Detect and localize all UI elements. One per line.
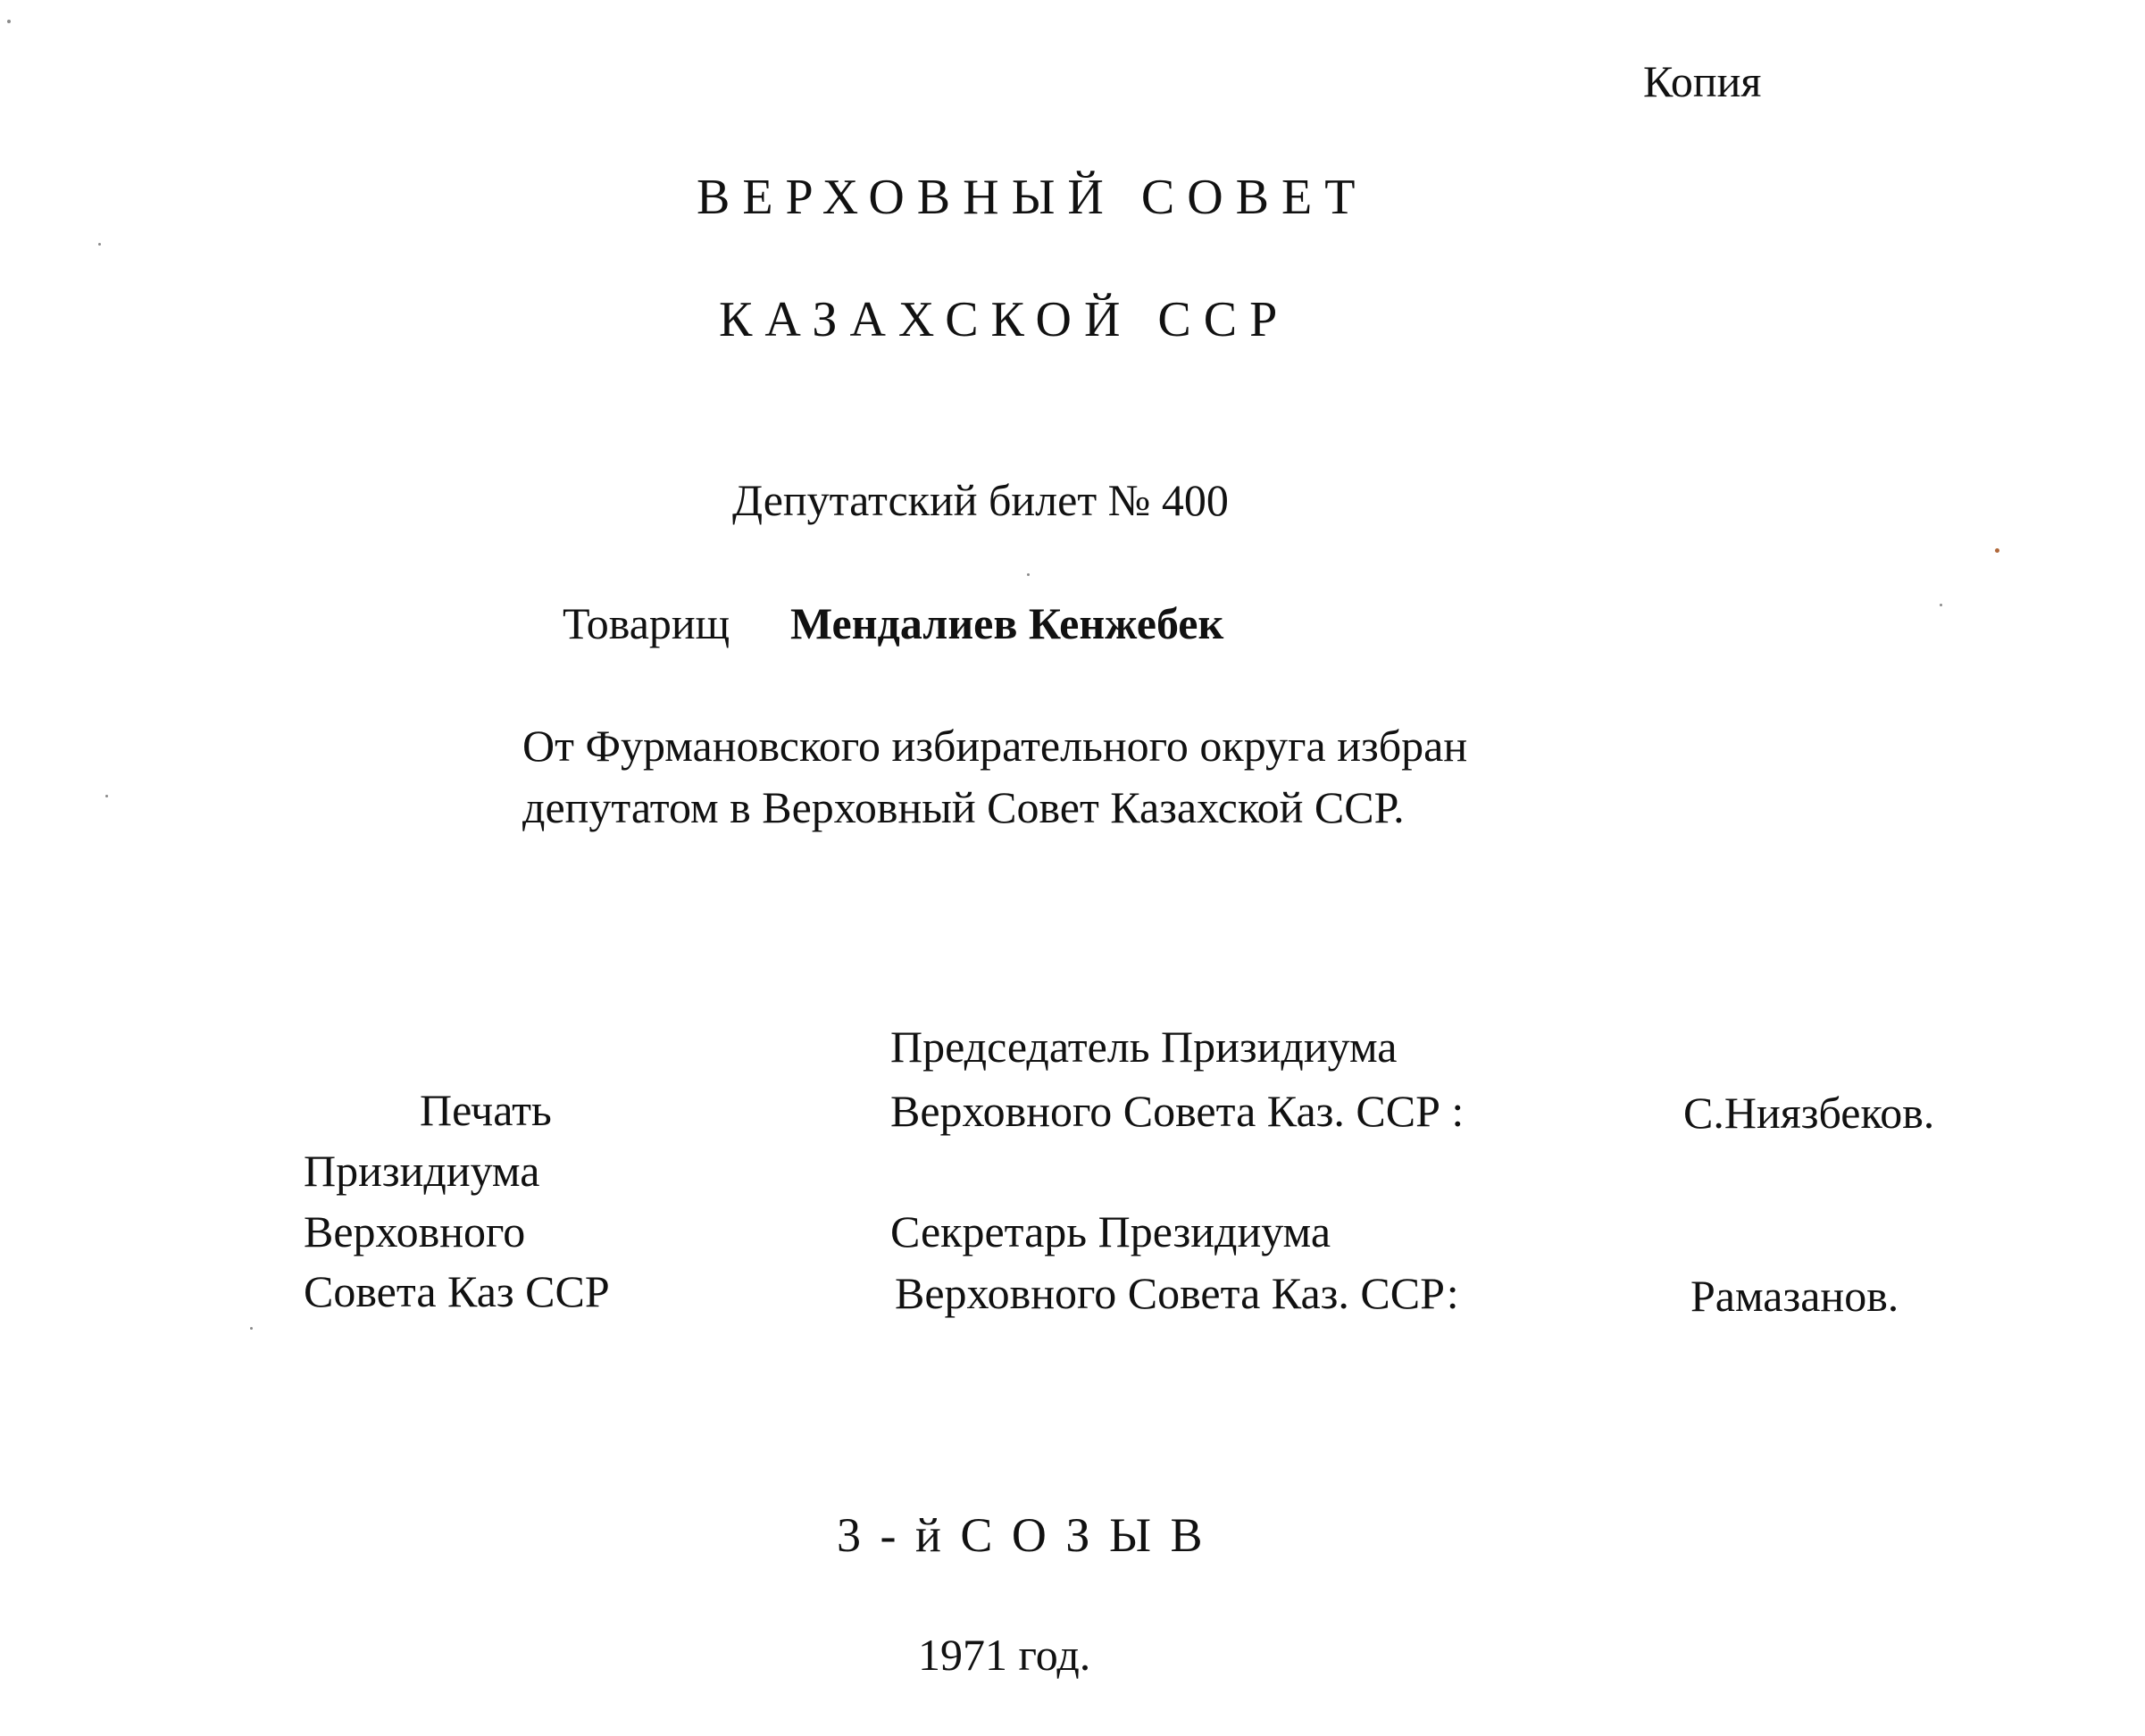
scan-speck [1027, 573, 1030, 576]
scan-speck [250, 1327, 253, 1330]
scan-speck [7, 20, 11, 23]
year: 1971 год. [918, 1630, 1091, 1680]
scan-speck [105, 795, 108, 797]
secretary-title-line-1: Секретарь Президиума [890, 1206, 1331, 1256]
convocation: 3 - й С О З Ы В [837, 1508, 1206, 1562]
body-line-1: От Фурмановского избирательного округа избран [522, 721, 1468, 771]
scan-speck [1995, 548, 1999, 553]
copy-mark: Копия [1643, 56, 1762, 106]
header-line-2: КАЗАХСКОЙ ССР [719, 292, 1290, 347]
seal-line-2: Призидиума [304, 1146, 540, 1196]
seal-line-3: Верховного [304, 1206, 526, 1256]
ticket-number: Депутатский билет № 400 [732, 475, 1229, 525]
deputy-name: Мендалиев Кенжебек [790, 598, 1224, 648]
scan-speck [1940, 604, 1942, 606]
chairman-title-line-1: Председатель Призидиума [890, 1022, 1398, 1072]
body-line-2: депутатом в Верховный Совет Казахской ССР. [522, 782, 1405, 832]
chairman-title-line-2: Верховного Совета Каз. ССР : [890, 1086, 1465, 1136]
scan-speck [98, 243, 101, 246]
secretary-title-line-2: Верховного Совета Каз. ССР: [895, 1268, 1459, 1318]
comrade-prefix: Товарищ [563, 598, 730, 648]
secretary-name: Рамазанов. [1690, 1271, 1899, 1321]
chairman-name: С.Ниязбеков. [1683, 1088, 1935, 1138]
header-line-1: ВЕРХОВНЫЙ СОВЕТ [697, 170, 1368, 225]
seal-line-1: Печать [420, 1085, 552, 1135]
seal-line-4: Совета Каз ССР [304, 1266, 610, 1316]
